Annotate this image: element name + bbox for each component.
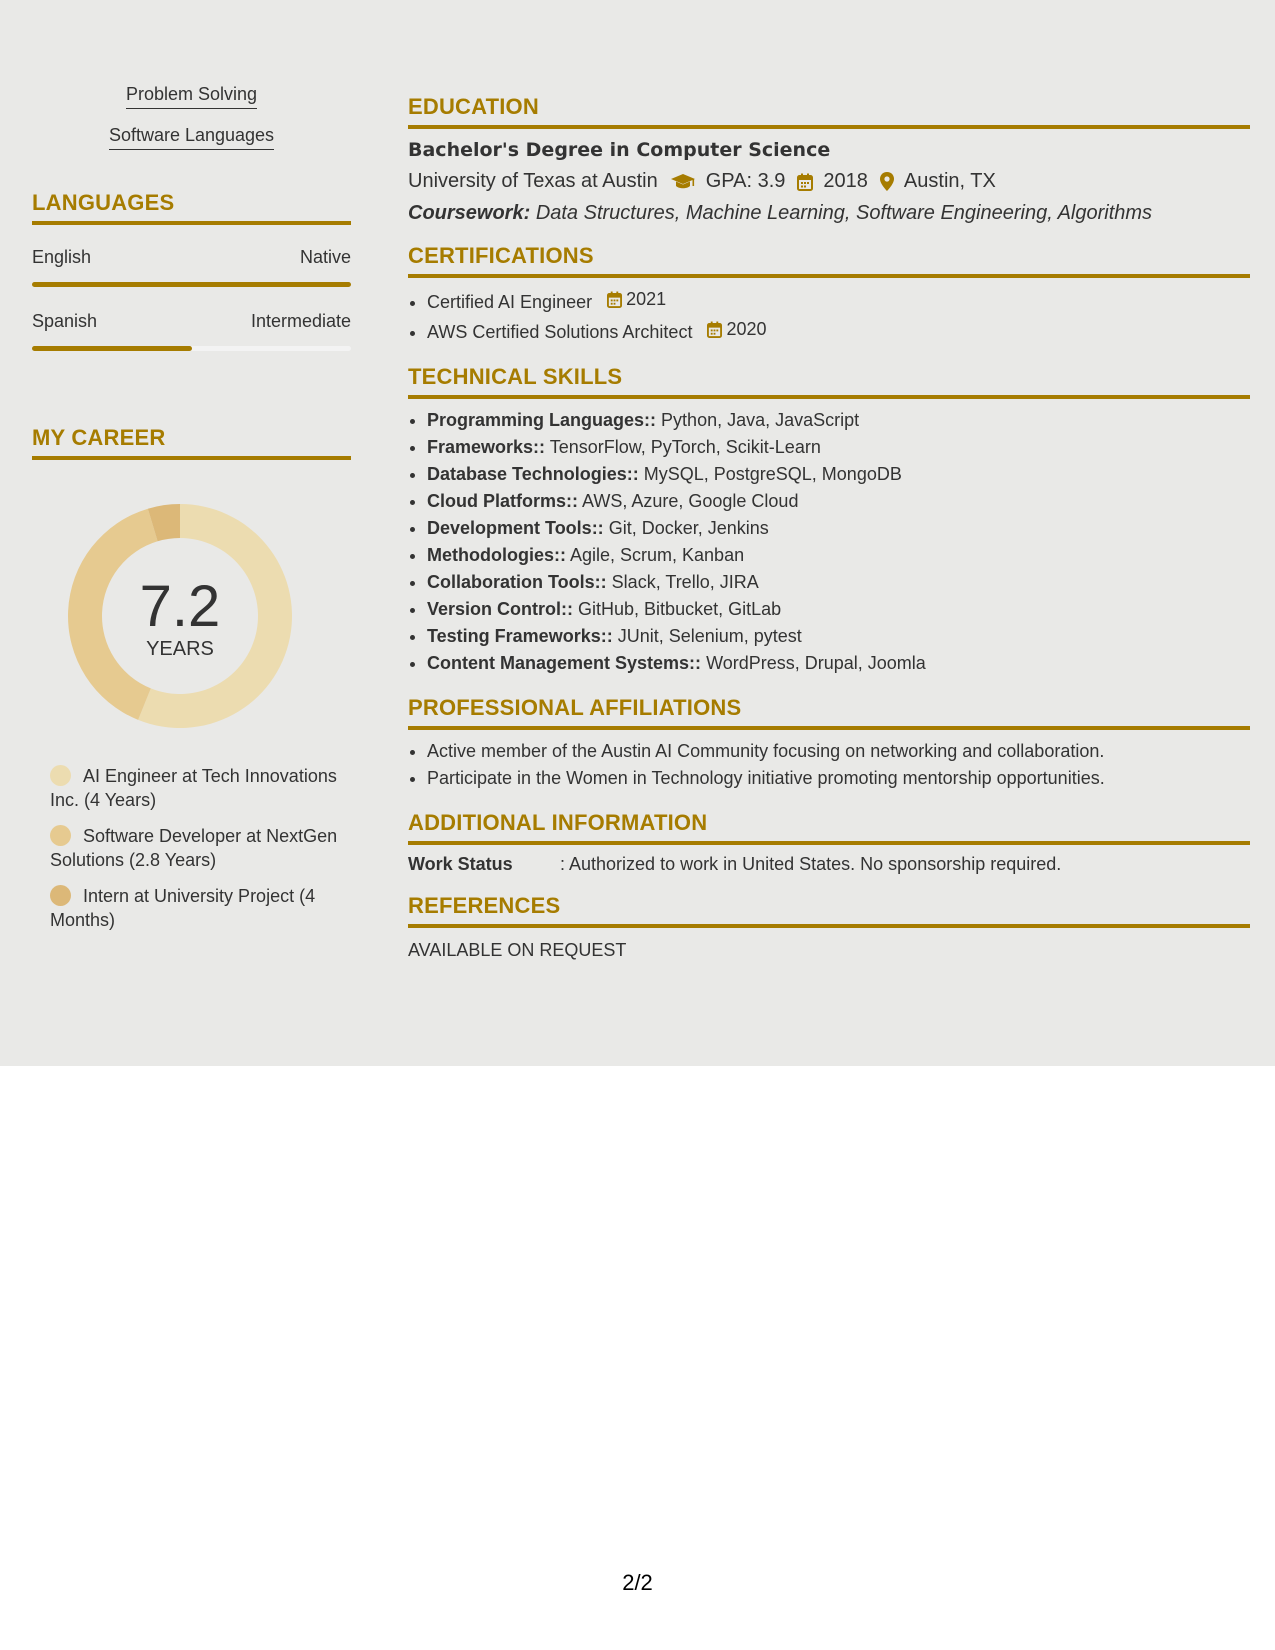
- language-name: English: [32, 247, 92, 267]
- affiliations-section: [408, 695, 1250, 792]
- career-donut-chart: [66, 502, 294, 730]
- language-proficiency-fill: [32, 346, 192, 351]
- language-spanish: [32, 311, 351, 351]
- skill-item: [427, 623, 1250, 650]
- affiliation-item: • Active member of the Austin AI Community focusing on networking and collaboration.: [427, 738, 1250, 765]
- skill-value: MySQL, PostgreSQL, MongoDB: [643, 464, 902, 484]
- education-heading: EDUCATION: [408, 94, 1250, 129]
- career-heading: MY CAREER: [32, 425, 351, 460]
- skill-label: Cloud Platforms::: [427, 491, 578, 511]
- skill-item: [427, 569, 1250, 596]
- language-level: Intermediate: [250, 311, 351, 331]
- legend-item: [50, 884, 351, 932]
- legend-dot: [50, 825, 71, 846]
- school-name: University of Texas at Austin: [408, 170, 658, 192]
- skill-label: Frameworks::: [427, 437, 546, 457]
- career-donut-center: [66, 502, 294, 730]
- language-proficiency-bar: [32, 346, 351, 351]
- skill-problem-solving[interactable]: Problem Solving: [126, 84, 257, 109]
- sidebar: [32, 84, 351, 944]
- legend-dot: [50, 765, 71, 786]
- references-text: AVAILABLE ON REQUEST: [408, 940, 627, 960]
- skill-value: Python, Java, JavaScript: [661, 410, 860, 430]
- skill-label: Version Control::: [427, 599, 574, 619]
- skill-item: [427, 434, 1250, 461]
- affiliation-item: • Participate in the Women in Technology initiative promoting mentorship opportunities.: [427, 765, 1250, 792]
- skill-item: [427, 650, 1250, 677]
- certifications-list: [408, 286, 1250, 346]
- skill-item: [427, 461, 1250, 488]
- skill-value: WordPress, Drupal, Joomla: [706, 653, 926, 673]
- certification-name: Certified AI Engineer: [427, 292, 593, 312]
- legend-dot: [50, 885, 71, 906]
- certification-year: 2021: [626, 289, 667, 309]
- skill-value: Git, Docker, Jenkins: [608, 518, 769, 538]
- legend-item: [50, 824, 351, 872]
- career-total-unit: YEARS: [146, 638, 214, 660]
- gpa: GPA: 3.9: [705, 170, 786, 192]
- map-pin-icon: [880, 172, 894, 191]
- language-proficiency-fill: [32, 282, 351, 287]
- graduation-year: 2018: [823, 170, 868, 192]
- technical-skills-heading: TECHNICAL SKILLS: [408, 364, 1250, 399]
- certifications-section: [408, 243, 1250, 346]
- calendar-icon: [607, 291, 622, 308]
- technical-skills-list: [408, 407, 1250, 677]
- coursework: [408, 202, 1250, 225]
- skill-value: JUnit, Selenium, pytest: [617, 626, 802, 646]
- skill-label: Collaboration Tools::: [427, 572, 607, 592]
- additional-info-section: [408, 810, 1250, 875]
- skill-item: [427, 407, 1250, 434]
- legend-label: Intern at University Project (4 Months): [50, 886, 316, 930]
- legend-label: AI Engineer at Tech Innovations Inc. (4 Years): [50, 766, 337, 810]
- technical-skills-section: [408, 364, 1250, 677]
- skill-label: Development Tools::: [427, 518, 604, 538]
- education-meta: [408, 170, 1250, 193]
- languages-heading: LANGUAGES: [32, 190, 351, 225]
- skill-item: [427, 596, 1250, 623]
- skill-label: Programming Languages::: [427, 410, 657, 430]
- work-status: [408, 854, 1250, 875]
- skill-value: Slack, Trello, JIRA: [611, 572, 759, 592]
- school-location: Austin, TX: [903, 170, 996, 192]
- language-proficiency-bar: [32, 282, 351, 287]
- calendar-icon: [707, 321, 722, 338]
- certification-item: [427, 316, 1250, 346]
- skill-item: [427, 542, 1250, 569]
- certification-name: AWS Certified Solutions Architect: [427, 322, 693, 342]
- skill-item: [427, 515, 1250, 542]
- coursework-label: Coursework:: [408, 202, 531, 224]
- work-status-label: Work Status: [408, 854, 513, 874]
- additional-info-heading: ADDITIONAL INFORMATION: [408, 810, 1250, 845]
- skill-item: [427, 488, 1250, 515]
- references-section: [408, 893, 1250, 961]
- skill-label: Database Technologies::: [427, 464, 639, 484]
- certification-item: [427, 286, 1250, 316]
- affiliations-heading: PROFESSIONAL AFFILIATIONS: [408, 695, 1250, 730]
- skill-label: Methodologies::: [427, 545, 566, 565]
- language-name: Spanish: [32, 311, 98, 331]
- career-legend: [50, 764, 351, 932]
- affiliations-list: [408, 738, 1250, 792]
- certification-year: 2020: [726, 319, 767, 339]
- calendar-icon: [797, 173, 813, 191]
- education-section: [408, 94, 1250, 225]
- degree-title: Bachelor's Degree in Computer Science: [408, 139, 831, 161]
- skill-software-languages[interactable]: Software Languages: [109, 125, 274, 150]
- legend-label: Software Developer at NextGen Solutions (2.8 Years): [50, 826, 338, 870]
- language-english: [32, 247, 351, 287]
- legend-item: [50, 764, 351, 812]
- language-level: Native: [299, 247, 351, 267]
- skill-value: TensorFlow, PyTorch, Scikit-Learn: [549, 437, 821, 457]
- graduation-cap-icon: [670, 173, 696, 191]
- skill-value: GitHub, Bitbucket, GitLab: [578, 599, 782, 619]
- career-total-years: 7.2: [139, 574, 221, 639]
- coursework-list: Data Structures, Machine Learning, Software Engineering, Algorithms: [535, 202, 1153, 224]
- skill-value: Agile, Scrum, Kanban: [570, 545, 745, 565]
- work-status-value: : Authorized to work in United States. No sponsorship required.: [560, 854, 1062, 874]
- skill-value: AWS, Azure, Google Cloud: [582, 491, 799, 511]
- skill-label: Testing Frameworks::: [427, 626, 613, 646]
- main-content: [408, 94, 1250, 961]
- page-number: 2/2: [622, 1570, 653, 1595]
- references-heading: REFERENCES: [408, 893, 1250, 928]
- skill-label: Content Management Systems::: [427, 653, 702, 673]
- certifications-heading: CERTIFICATIONS: [408, 243, 1250, 278]
